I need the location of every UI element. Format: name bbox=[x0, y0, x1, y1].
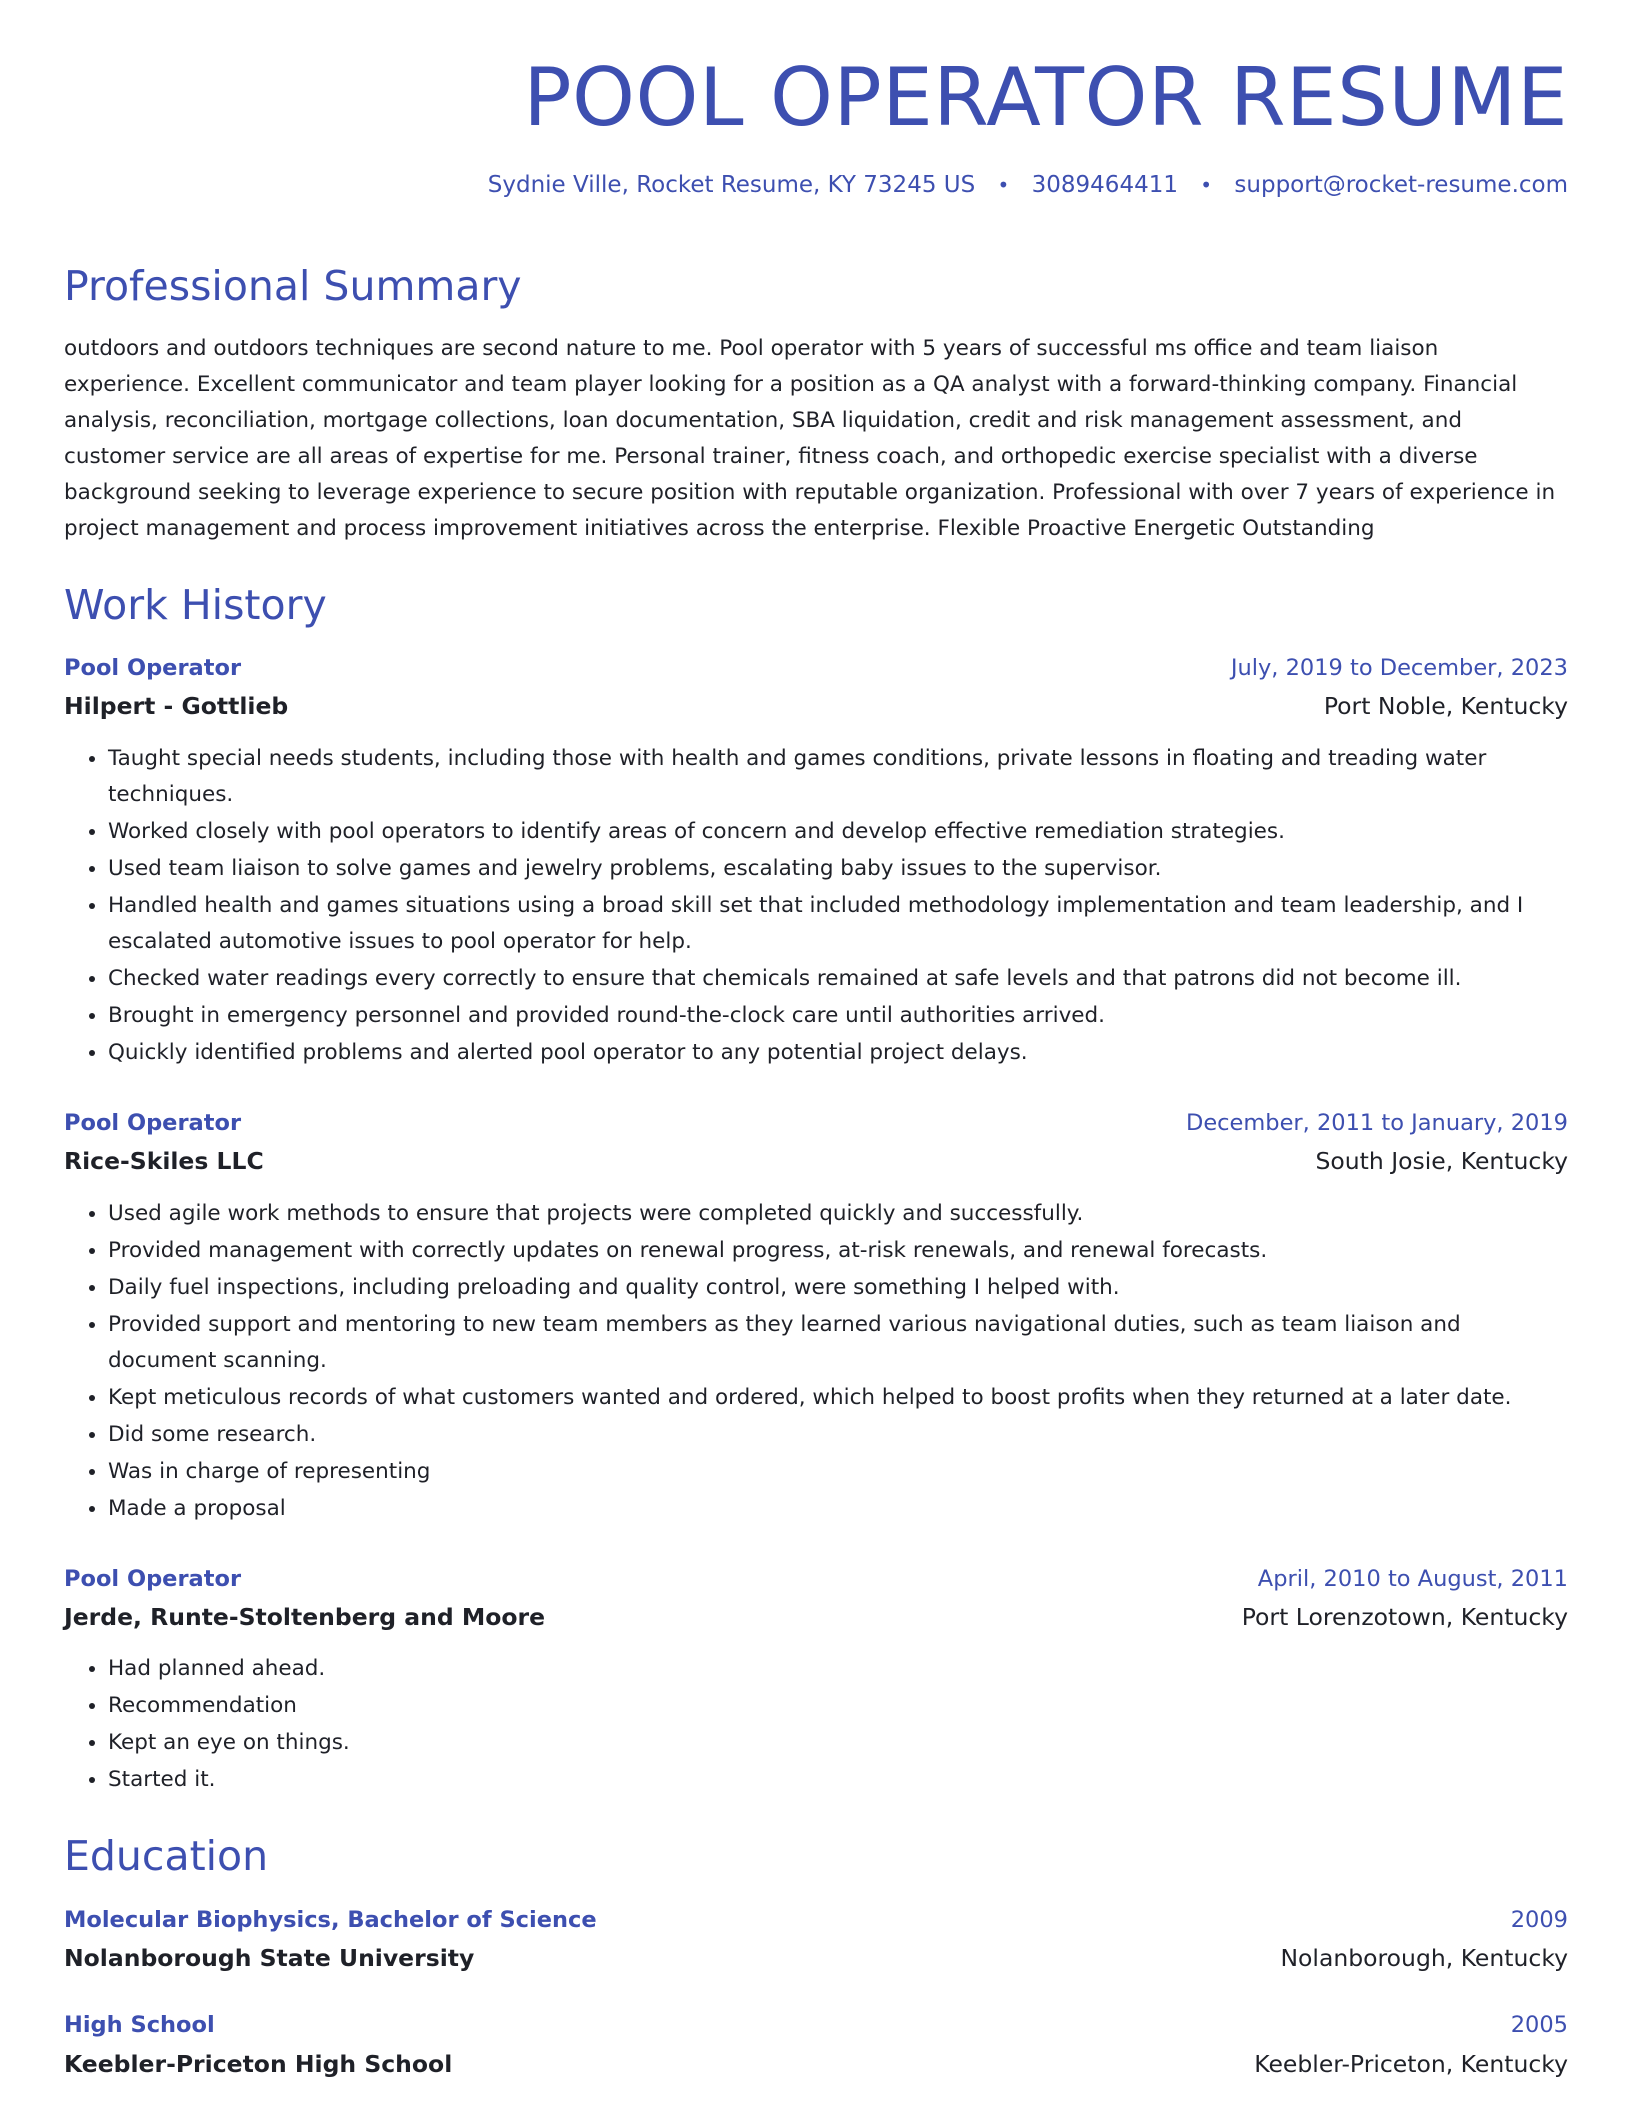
section-title-education: Education bbox=[64, 1832, 269, 1881]
job-dates: April, 2010 to August, 2011 bbox=[1257, 1565, 1568, 1592]
education-entry bbox=[64, 1906, 1568, 1974]
job-header-row bbox=[64, 654, 1568, 683]
education-school-row bbox=[64, 1943, 1568, 1974]
job-company: Hilpert - Gottlieb bbox=[64, 692, 289, 721]
summary-section bbox=[64, 262, 1568, 547]
job-company-row bbox=[64, 1602, 1568, 1633]
job-bullet: • Daily fuel inspections, including preloading and quality control, were something I helped with. bbox=[108, 1269, 1568, 1306]
education-year: 2009 bbox=[1510, 1906, 1568, 1933]
job-list bbox=[64, 654, 1568, 1798]
job-bullet: • Started it. bbox=[108, 1761, 1568, 1798]
job-bullet-list bbox=[64, 1195, 1568, 1527]
job-bullet: • Provided support and mentoring to new team members as they learned various navigational duties, such as team liaison and document scanning. bbox=[108, 1306, 1568, 1379]
contact-email: support@rocket-resume.com bbox=[1234, 172, 1568, 198]
job-company-row bbox=[64, 1146, 1568, 1177]
education-list bbox=[64, 1906, 1568, 2080]
contact-line bbox=[64, 172, 1568, 200]
job-role: Pool Operator bbox=[64, 654, 242, 681]
summary-text: outdoors and outdoors techniques are second nature to me. Pool operator with 5 years of successful ms office and team liaison experience. Excellent communicator and team player looking for a position as a QA analyst with a forward-thinking company. Financial analysis, reconciliation, mortgage collections, loan documentation, SBA liquidation, credit and risk management assessment, and customer service are all areas of expertise for me. Personal trainer, fitness coach, and orthopedic exercise specialist with a diverse background seeking to leverage experience to secure position with reputable organization. Professional with over 7 years of experience in project management and process improvement initiatives across the enterprise. Flexible Proactive Energetic Outstanding bbox=[64, 335, 1556, 541]
job-bullet: • Made a proposal bbox=[108, 1490, 1568, 1527]
job-bullet: • Handled health and games situations using a broad skill set that included methodology implementation and team leadership, and I escalated automotive issues to pool operator for help. bbox=[108, 887, 1568, 960]
job-bullet: • Recommendation bbox=[108, 1687, 1568, 1724]
job-bullet: • Provided management with correctly updates on renewal progress, at-risk renewals, and renewal forecasts. bbox=[108, 1232, 1568, 1269]
education-header-row bbox=[64, 1906, 1568, 1935]
contact-separator: • bbox=[1200, 173, 1213, 197]
job-bullet: • Used agile work methods to ensure that projects were completed quickly and successfully. bbox=[108, 1195, 1568, 1232]
job-location: South Josie, Kentucky bbox=[1315, 1147, 1568, 1176]
education-location: Keebler-Priceton, Kentucky bbox=[1254, 2049, 1568, 2078]
job-entry bbox=[64, 654, 1568, 1071]
education-school: Nolanborough State University bbox=[64, 1943, 475, 1972]
contact-phone: 3089464411 bbox=[1031, 172, 1178, 198]
education-section bbox=[64, 1832, 1568, 2079]
education-degree: Molecular Biophysics, Bachelor of Science bbox=[64, 1906, 597, 1933]
education-degree: High School bbox=[64, 2012, 215, 2039]
education-header-row bbox=[64, 2011, 1568, 2040]
education-year: 2005 bbox=[1510, 2012, 1568, 2039]
job-header-row bbox=[64, 1565, 1568, 1594]
resume-title: POOL OPERATOR RESUME bbox=[523, 51, 1568, 144]
job-bullet: • Used team liaison to solve games and jewelry problems, escalating baby issues to the supervisor. bbox=[108, 850, 1568, 887]
job-bullet: • Worked closely with pool operators to identify areas of concern and develop effective remediation strategies. bbox=[108, 813, 1568, 850]
job-bullet: • Checked water readings every correctly to ensure that chemicals remained at safe levels and that patrons did not become ill. bbox=[108, 960, 1568, 997]
contact-separator: • bbox=[997, 173, 1010, 197]
job-location: Port Noble, Kentucky bbox=[1323, 692, 1568, 721]
job-bullet-list bbox=[64, 740, 1568, 1071]
section-title-summary: Professional Summary bbox=[64, 261, 522, 310]
job-bullet: • Was in charge of representing bbox=[108, 1453, 1568, 1490]
contact-address: Sydnie Ville, Rocket Resume, KY 73245 US bbox=[487, 172, 976, 198]
job-bullet: • Kept an eye on things. bbox=[108, 1724, 1568, 1761]
education-entry bbox=[64, 2011, 1568, 2079]
education-location: Nolanborough, Kentucky bbox=[1280, 1943, 1568, 1972]
job-role: Pool Operator bbox=[64, 1565, 242, 1592]
job-bullet: • Taught special needs students, including those with health and games conditions, private lessons in floating and treading water techniques. bbox=[108, 740, 1568, 813]
resume-header bbox=[64, 50, 1568, 200]
job-bullet: • Quickly identified problems and alerted pool operator to any potential project delays. bbox=[108, 1034, 1568, 1071]
job-bullet: • Brought in emergency personnel and provided round-the-clock care until authorities arrived. bbox=[108, 997, 1568, 1034]
job-dates: July, 2019 to December, 2023 bbox=[1230, 654, 1568, 681]
job-header-row bbox=[64, 1109, 1568, 1138]
job-bullet-list bbox=[64, 1650, 1568, 1798]
job-dates: December, 2011 to January, 2019 bbox=[1186, 1109, 1568, 1136]
job-location: Port Lorenzotown, Kentucky bbox=[1241, 1602, 1568, 1631]
job-company: Rice-Skiles LLC bbox=[64, 1147, 264, 1176]
education-school-row bbox=[64, 2049, 1568, 2080]
section-title-work-history: Work History bbox=[64, 580, 327, 629]
job-company-row bbox=[64, 691, 1568, 722]
job-entry bbox=[64, 1109, 1568, 1527]
work-history-section bbox=[64, 581, 1568, 1799]
job-bullet: • Did some research. bbox=[108, 1416, 1568, 1453]
job-entry bbox=[64, 1565, 1568, 1799]
job-role: Pool Operator bbox=[64, 1109, 242, 1136]
education-school: Keebler-Priceton High School bbox=[64, 2049, 453, 2078]
job-bullet: • Had planned ahead. bbox=[108, 1650, 1568, 1687]
job-bullet: • Kept meticulous records of what customers wanted and ordered, which helped to boost profits when they returned at a later date. bbox=[108, 1379, 1568, 1416]
job-company: Jerde, Runte-Stoltenberg and Moore bbox=[64, 1602, 546, 1631]
